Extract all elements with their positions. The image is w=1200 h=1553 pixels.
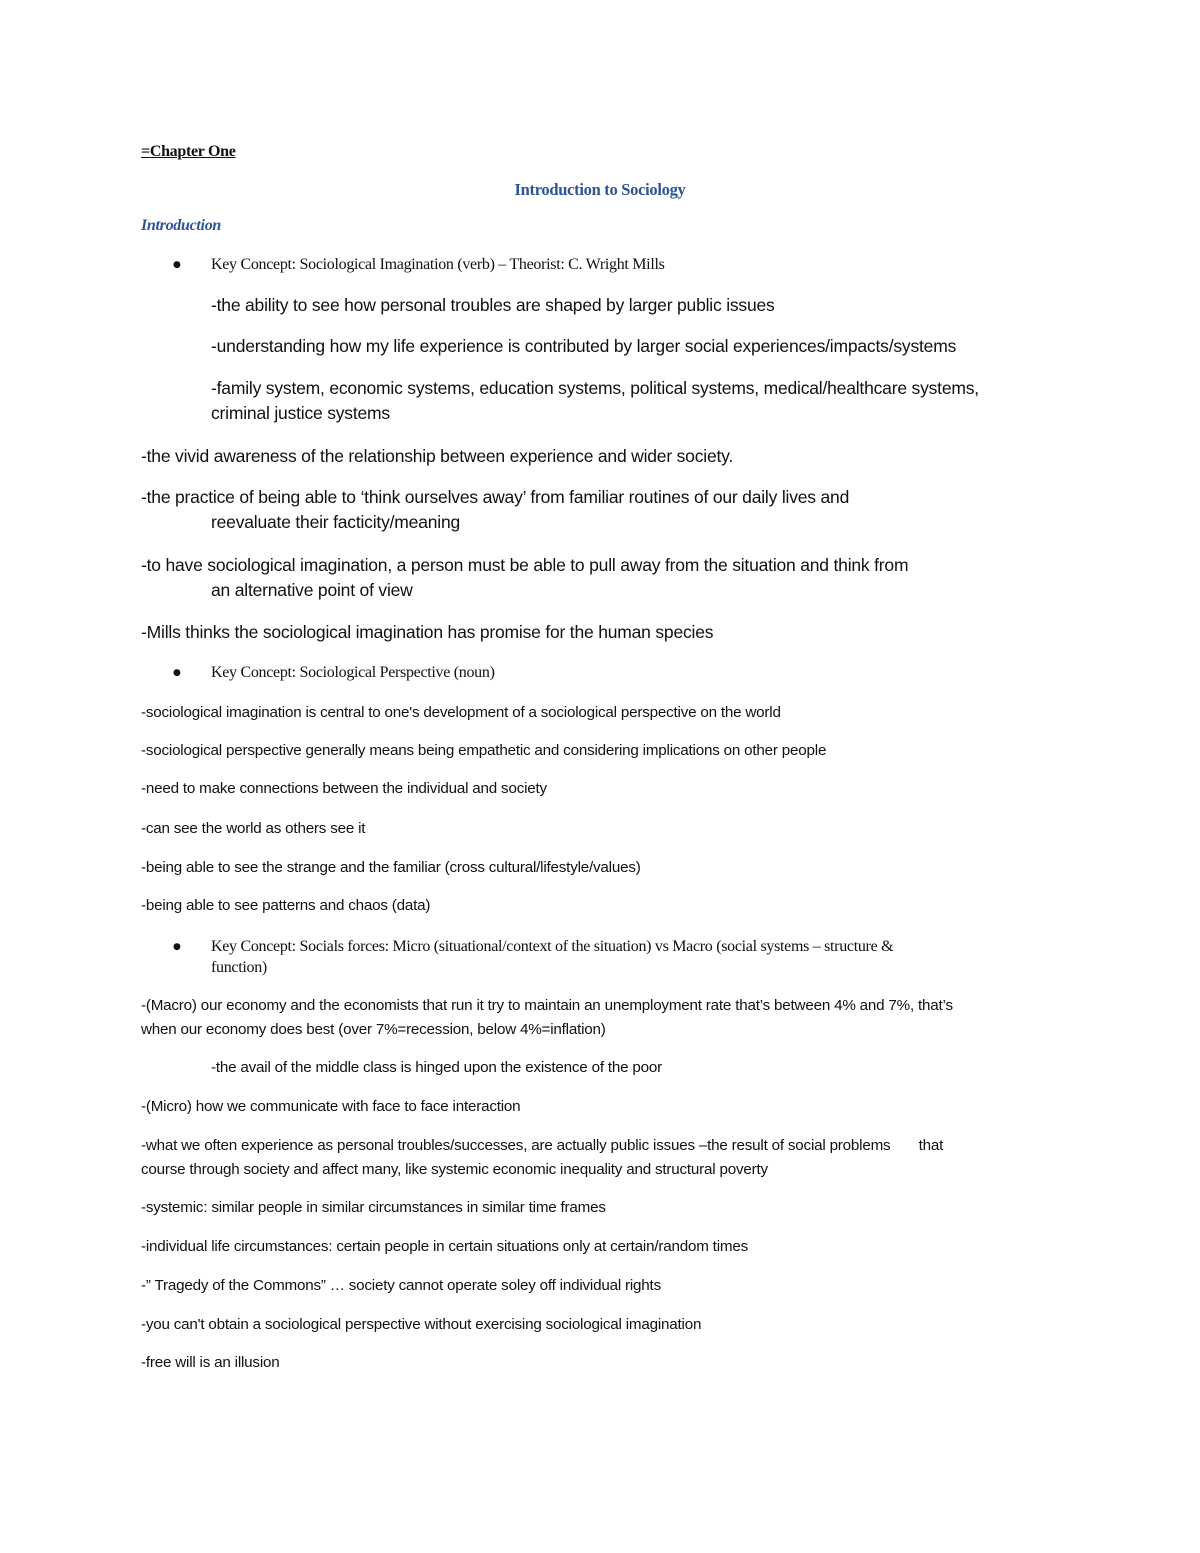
- kc1-point: -family system, economic systems, education systems, political systems, medical/healthcare systems,: [211, 378, 979, 398]
- key-concept-3-line-2: function): [211, 959, 267, 976]
- kc1-note: an alternative point of view: [211, 580, 413, 600]
- kc1-note: -the vivid awareness of the relationship between experience and wider society.: [141, 446, 734, 466]
- kc2-note: -being able to see patterns and chaos (data): [141, 897, 431, 914]
- bullet-icon: ●: [173, 668, 181, 678]
- document-title: [0, 180, 1200, 200]
- kc2-note: -need to make connections between the individual and society: [141, 780, 547, 797]
- kc1-point: -the ability to see how personal troubles are shaped by larger public issues: [211, 295, 775, 315]
- kc3-note: -individual life circumstances: certain people in certain situations only at certain/random times: [141, 1238, 748, 1255]
- kc3-note: -the avail of the middle class is hinged upon the existence of the poor: [211, 1059, 662, 1076]
- kc3-note: when our economy does best (over 7%=recession, below 4%=inflation): [141, 1021, 606, 1038]
- key-concept-1: Key Concept: Sociological Imagination (verb) – Theorist: C. Wright Mills: [211, 256, 665, 273]
- kc1-point: -understanding how my life experience is contributed by larger social experiences/impacts/systems: [211, 336, 957, 356]
- bullet-icon: ●: [173, 260, 181, 270]
- kc3-note: -(Micro) how we communicate with face to face interaction: [141, 1098, 521, 1115]
- kc3-note: -what we often experience as personal troubles/successes, are actually public issues –the result of social problems that: [141, 1137, 944, 1154]
- kc3-note: -systemic: similar people in similar circumstances in similar time frames: [141, 1199, 606, 1216]
- kc3-note: -free will is an illusion: [141, 1354, 280, 1371]
- chapter-heading: =Chapter One: [141, 143, 236, 160]
- document-title-text: Introduction to Sociology: [514, 180, 686, 199]
- bullet-icon: ●: [173, 942, 181, 952]
- kc3-note: -you can't obtain a sociological perspective without exercising sociological imagination: [141, 1316, 702, 1333]
- kc3-note: -(Macro) our economy and the economists that run it try to maintain an unemployment rate that’s between 4% and 7%, that’s: [141, 997, 953, 1014]
- kc3-note: course through society and affect many, like systemic economic inequality and structural poverty: [141, 1161, 768, 1178]
- kc1-note: -Mills thinks the sociological imagination has promise for the human species: [141, 622, 714, 642]
- kc1-note: reevaluate their facticity/meaning: [211, 512, 461, 532]
- kc2-note: -sociological imagination is central to one's development of a sociological perspective on the world: [141, 704, 781, 721]
- kc1-note: -the practice of being able to ‘think ourselves away’ from familiar routines of our daily lives and: [141, 487, 850, 507]
- key-concept-3-line-1: Key Concept: Socials forces: Micro (situational/context of the situation) vs Macro (social systems – structure &: [211, 938, 894, 955]
- key-concept-2: Key Concept: Sociological Perspective (noun): [211, 664, 495, 681]
- kc1-point: criminal justice systems: [211, 403, 390, 423]
- kc2-note: -being able to see the strange and the familiar (cross cultural/lifestyle/values): [141, 859, 641, 876]
- kc3-note: -” Tragedy of the Commons” … society cannot operate soley off individual rights: [141, 1277, 661, 1294]
- section-heading: Introduction: [141, 217, 221, 234]
- kc2-note: -sociological perspective generally means being empathetic and considering implications on other people: [141, 742, 827, 759]
- kc1-note: -to have sociological imagination, a person must be able to pull away from the situation and think from: [141, 555, 909, 575]
- kc2-note: -can see the world as others see it: [141, 820, 366, 837]
